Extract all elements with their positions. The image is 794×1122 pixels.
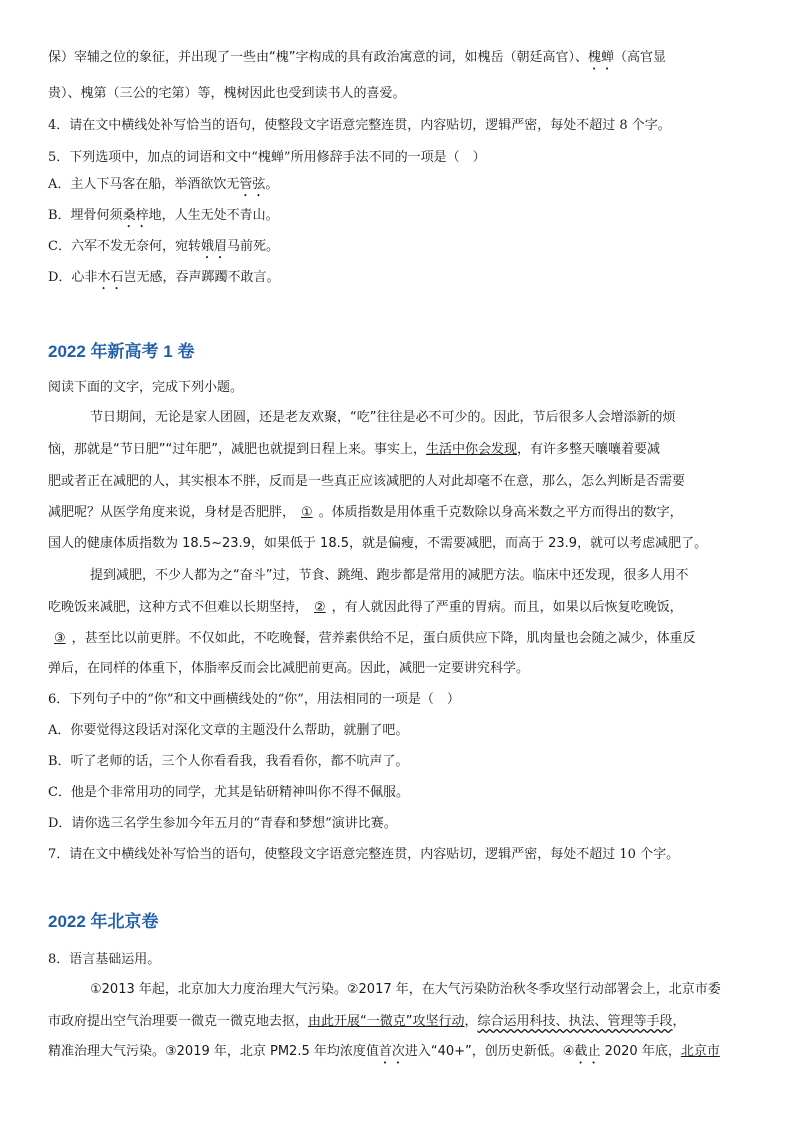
text-line: 保）宰辅之位的象征，并出现了一些由“槐”字构成的具有政治寓意的词，如槐岳（朝廷高官）、槐蝉（高官显	[48, 50, 667, 65]
passage-line: 提到减肥，不少人都为之“奋斗”过，节食、跳绳、跑步都是常用的减肥方法。临床中还发现，很多人用不	[90, 568, 689, 583]
question-5: 5．下列选项中，加点的词语和文中“槐蝉”所用修辞手法不同的一项是（ ）	[48, 150, 486, 165]
question-4: 4．请在文中横线处补写恰当的语句，使整段文字语意完整连贯，内容贴切，逻辑严密，每处不超过 8 个字。	[48, 118, 671, 133]
question-8: 8．语言基础运用。	[48, 952, 161, 967]
option-a: A．你要觉得这段话对深化文章的主题没什么帮助，就删了吧。	[48, 723, 409, 738]
passage-line: ①2013 年起，北京加大力度治理大气污染。②2017 年，在大气污染防治秋冬季攻坚行动部署会上，北京市委	[90, 982, 721, 997]
section-heading: 2022 年北京卷	[48, 912, 159, 931]
option-a: A．主人下马客在船，举酒欲饮无管弦。	[48, 177, 279, 192]
blank-1: ①	[301, 505, 313, 520]
passage-line: 弹后，在同样的体重下，体脂率反而会比减肥前更高。因此，减肥一定要讲究科学。	[48, 661, 530, 676]
instructions: 阅读下面的文字，完成下列小题。	[48, 380, 244, 395]
underlined-phrase: 北京市	[680, 1044, 720, 1059]
passage-line: 吃晚饭来减肥，这种方式不但难以长期坚持， ② ，有人就因此得了严重的胃病。而且，如果以后恢复吃晚饭，	[48, 598, 683, 618]
option-b: B．埋骨何须桑梓地，人生无处不青山。	[48, 208, 279, 223]
passage-line: 恼，那就是“节日肥”“过年肥”，减肥也就提到日程上来。事实上，生活中你会发现，有许多整天嚷嚷着要减	[48, 442, 660, 457]
section-heading: 2022 年新高考 1 卷	[48, 342, 195, 361]
option-b: B．听了老师的话，三个人你看看我，我看看你，都不吭声了。	[48, 754, 409, 769]
underlined-phrase: 由此开展“一微克”攻坚行动	[308, 1014, 465, 1029]
option-d: D．心非木石岂无感，吞声踯躅不敢言。	[48, 270, 280, 285]
question-6: 6．下列句子中的“你”和文中画横线处的“你”，用法相同的一项是（ ）	[48, 692, 460, 707]
passage-line: 节日期间，无论是家人团圆，还是老友欢聚，“吃”往往是必不可少的。因此，节后很多人会增添新的烦	[90, 410, 676, 425]
option-c: C．六军不发无奈何，宛转娥眉马前死。	[48, 239, 279, 254]
blank-3: ③	[54, 631, 66, 646]
question-7: 7．请在文中横线处补写恰当的语句，使整段文字语意完整连贯，内容贴切，逻辑严密，每处不超过 10 个字。	[48, 847, 680, 862]
passage-line: 肥或者正在减肥的人，其实根本不胖，反而是一些真正应该减肥的人对此却毫不在意，那么，怎么判断是否需要	[48, 474, 686, 489]
blank-2: ②	[314, 600, 326, 615]
passage-line: 国人的健康体质指数为 18.5~23.9，如果低于 18.5，就是偏瘦，不需要减肥，而高于 23.9，就可以考虑减肥了。	[48, 536, 708, 551]
text-line: 贵）、槐第（三公的宅第）等，槐树因此也受到读书人的喜爱。	[48, 86, 406, 101]
passage-line: 减肥呢？从医学角度来说，身材是否肥胖， ① 。体质指数是用体重千克数除以身高米数之平方而得出的数字，	[48, 503, 683, 523]
passage-line: ③ ，甚至比以前更胖。不仅如此，不吃晚餐，营养素供给不足，蛋白质供应下降，肌肉量也会随之减少，体重反	[48, 629, 696, 649]
option-c: C．他是个非常用功的同学，尤其是钻研精神叫你不得不佩服。	[48, 785, 409, 800]
underlined-phrase: 生活中你会发现	[425, 442, 517, 457]
passage-line: 精准治理大气污染。③2019 年，北京 PM2.5 年均浓度值首次进入“40+”，创历史新低。④截止 2020 年底，北京市	[48, 1044, 720, 1059]
underlined-phrase: 综合运用科技、执法、管理等手段	[477, 1014, 673, 1029]
option-d: D．请你选三名学生参加今年五月的“青春和梦想”演讲比赛。	[48, 816, 397, 831]
passage-line: 市政府提出空气治理要一微克一微克地去抠，由此开展“一微克”攻坚行动，综合运用科技、执法、管理等手段，	[48, 1014, 686, 1029]
